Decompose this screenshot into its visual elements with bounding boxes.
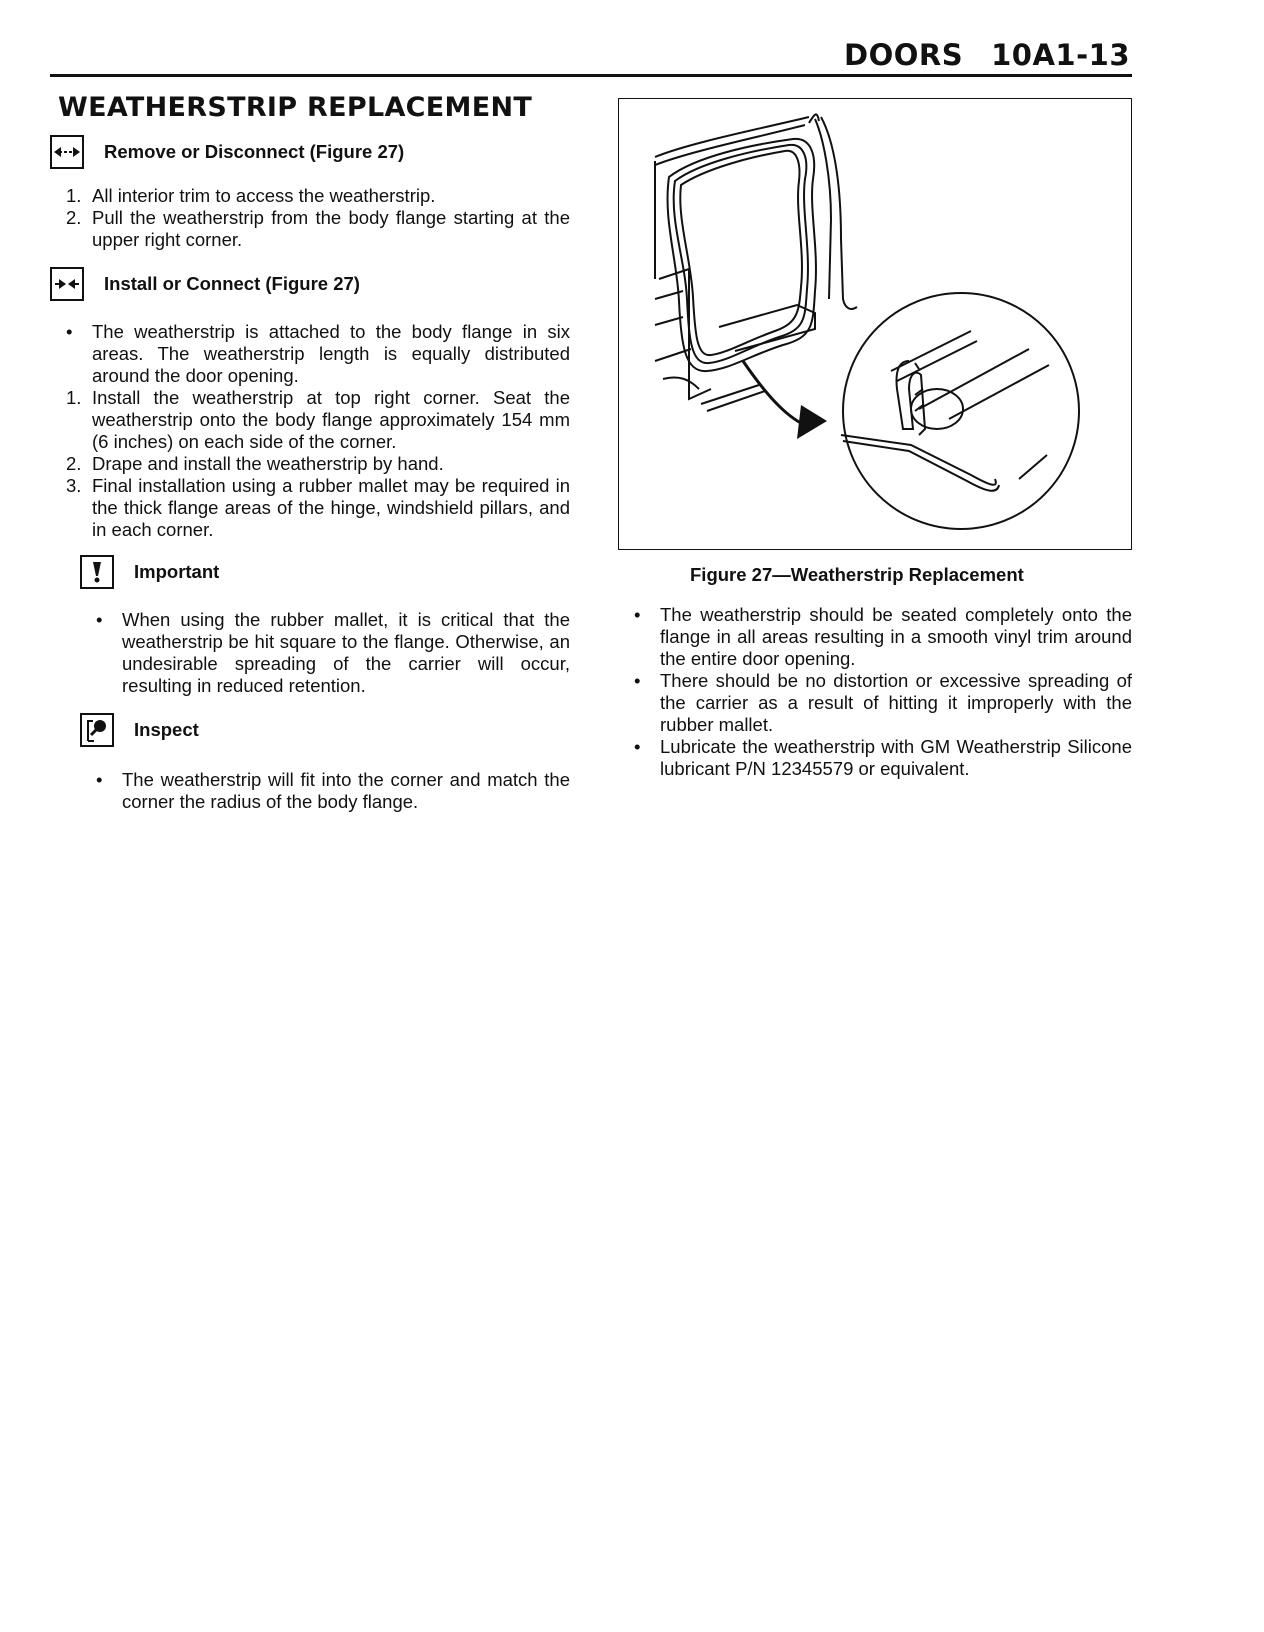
exclamation-icon <box>80 555 114 589</box>
weatherstrip-illustration <box>619 99 1132 550</box>
figure-caption: Figure 27—Weatherstrip Replacement <box>690 564 1024 585</box>
section-title: WEATHERSTRIP REPLACEMENT <box>58 92 533 123</box>
detail-section <box>949 365 1049 419</box>
remove-steps <box>50 185 570 251</box>
door-frame-line <box>809 114 819 123</box>
door-frame-line <box>701 385 759 404</box>
body-flange <box>843 441 999 491</box>
list-item: • There should be no distortion or excessive spreading of the carrier as a result of hitting it improperly with the rubber mallet. <box>634 670 1132 735</box>
detail-section <box>919 349 1029 409</box>
important-heading-row <box>80 555 570 589</box>
inspect-heading: Inspect <box>134 719 199 740</box>
important-items <box>80 609 570 697</box>
list-item: 1. All interior trim to access the weatherstrip. <box>66 185 436 206</box>
remove-arrows-icon <box>50 135 84 169</box>
pointer-arrow-head <box>797 405 827 439</box>
section-name: DOORS <box>844 38 964 72</box>
body-flange <box>1019 455 1047 479</box>
list-item: • The weatherstrip is attached to the body flange in six areas. The weatherstrip length is equally distributed around the door opening. <box>66 321 570 386</box>
left-column <box>50 92 570 813</box>
list-item: 2. Drape and install the weatherstrip by hand. <box>66 453 444 474</box>
weatherstrip-loop <box>680 151 802 355</box>
important-heading: Important <box>134 561 220 582</box>
inspect-heading-row <box>80 713 570 747</box>
important-block <box>50 555 570 813</box>
right-notes <box>618 604 1132 780</box>
figure-27 <box>618 98 1132 550</box>
install-heading-row <box>50 267 570 301</box>
door-sill <box>719 305 815 351</box>
door-frame-line <box>821 117 857 309</box>
inspect-items <box>80 769 570 813</box>
page-header <box>844 38 1130 72</box>
inspect-icon <box>80 713 114 747</box>
remove-heading: Remove or Disconnect (Figure 27) <box>104 141 405 162</box>
install-arrows-icon <box>50 267 84 301</box>
door-frame-line <box>815 119 831 299</box>
list-item: 3. Final installation using a rubber mallet may be required in the thick flange areas of the hinge, windshield pillars, and in each corner. <box>66 475 570 540</box>
install-steps <box>50 321 570 541</box>
door-frame-line <box>655 317 683 325</box>
pointer-arrow-line <box>743 361 809 427</box>
page-number: 10A1-13 <box>991 38 1130 72</box>
list-item: 1. Install the weatherstrip at top right corner. Seat the weatherstrip onto the body flange approximately 154 mm (6 inches) on each side of the corner. <box>66 387 570 452</box>
list-item: • The weatherstrip should be seated completely onto the flange in all areas resulting in a smooth vinyl trim around the entire door opening. <box>634 604 1132 669</box>
door-frame-line <box>663 377 699 389</box>
install-heading: Install or Connect (Figure 27) <box>104 273 360 294</box>
list-item: • The weatherstrip will fit into the corner and match the corner the radius of the body flange. <box>96 769 570 812</box>
list-item: 2. Pull the weatherstrip from the body flange starting at the upper right corner. <box>66 207 570 250</box>
list-item: • Lubricate the weatherstrip with GM Weatherstrip Silicone lubricant P/N 12345579 or equivalent. <box>634 736 1132 779</box>
list-item: • When using the rubber mallet, it is critical that the weatherstrip be hit square to the flange. Otherwise, an undesirable spreading of the carrier will occur, resulting in reduced retention. <box>96 609 570 696</box>
header-rule <box>50 74 1132 77</box>
detail-circle <box>843 293 1079 529</box>
remove-heading-row <box>50 135 570 169</box>
right-column <box>618 98 1132 780</box>
door-frame-line <box>707 391 765 411</box>
